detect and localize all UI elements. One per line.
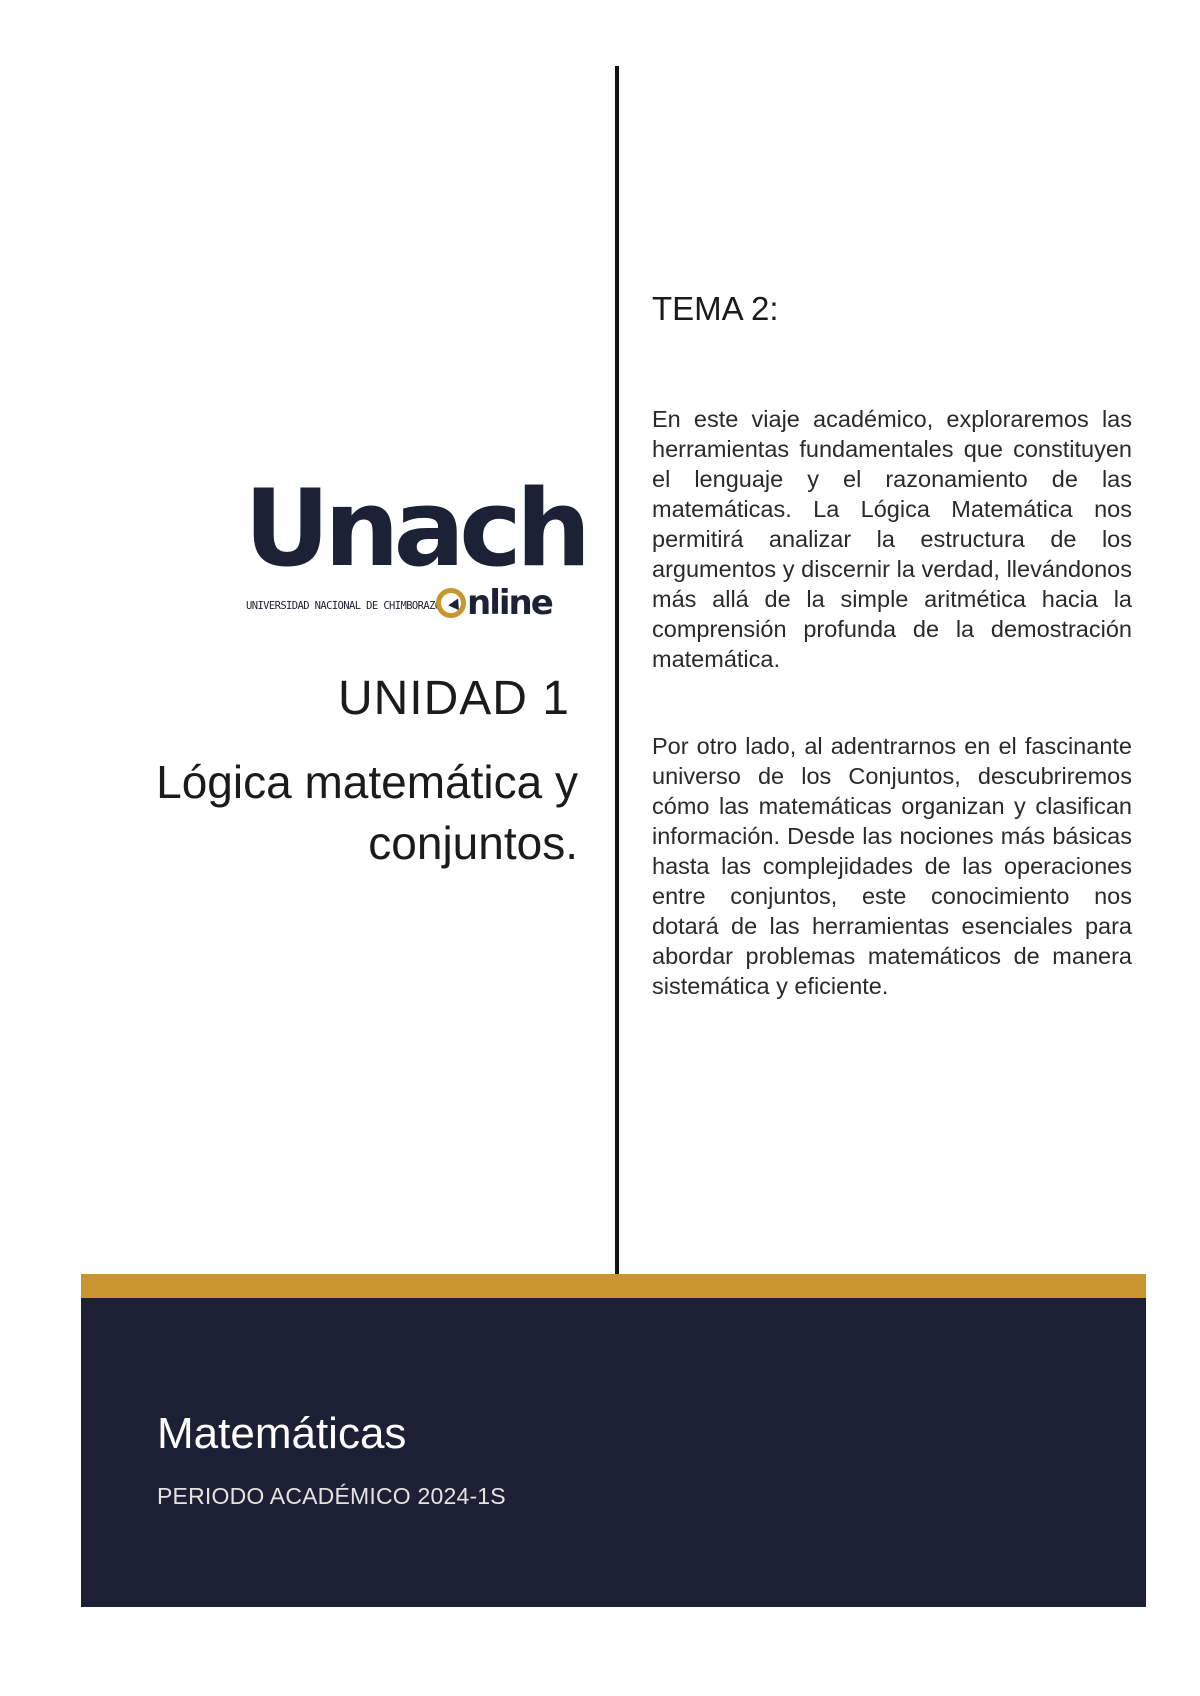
logo-online-text: nline: [467, 583, 552, 623]
vertical-divider: [615, 66, 619, 1278]
unit-label: UNIDAD 1: [337, 672, 570, 725]
topic-heading: TEMA 2:: [652, 290, 779, 327]
intro-paragraph-logic: En este viaje académico, exploraremos las herramientas fundamentales que constituyen el lenguaje y el razonamiento de las matemáticas. La Lógica Matemática nos permitirá analizar la estructura de los argumentos y discernir la verdad, llevándonos más allá de la simple aritmética hacia la comprensión profunda de la demostración matemática.: [652, 406, 1132, 672]
logo-subtitle: UNIVERSIDAD NACIONAL DE CHIMBORAZO: [246, 600, 441, 612]
intro-paragraph-sets: Por otro lado, al adentrarnos en el fascinante universo de los Conjuntos, descubriremos cómo las matemáticas organizan y clasifican información. Desde las nociones más básicas hasta las complejidades de las operaciones entre conjuntos, este conocimiento nos dotará de las herramientas esenciales para abordar problemas matemáticos de manera sistemática y eficiente.: [652, 733, 1132, 999]
logo-online: [436, 580, 552, 626]
academic-period: PERIODO ACADÉMICO 2024-1S: [157, 1483, 506, 1509]
unit-title: Lógica matemática y conjuntos.: [156, 756, 578, 869]
unach-online-logo: [244, 467, 586, 628]
online-cursor-icon: [436, 588, 466, 618]
logo-wordmark: Unach: [244, 467, 586, 590]
subject-title: Matemáticas: [157, 1409, 407, 1458]
footer-gold-band: [81, 1274, 1146, 1298]
